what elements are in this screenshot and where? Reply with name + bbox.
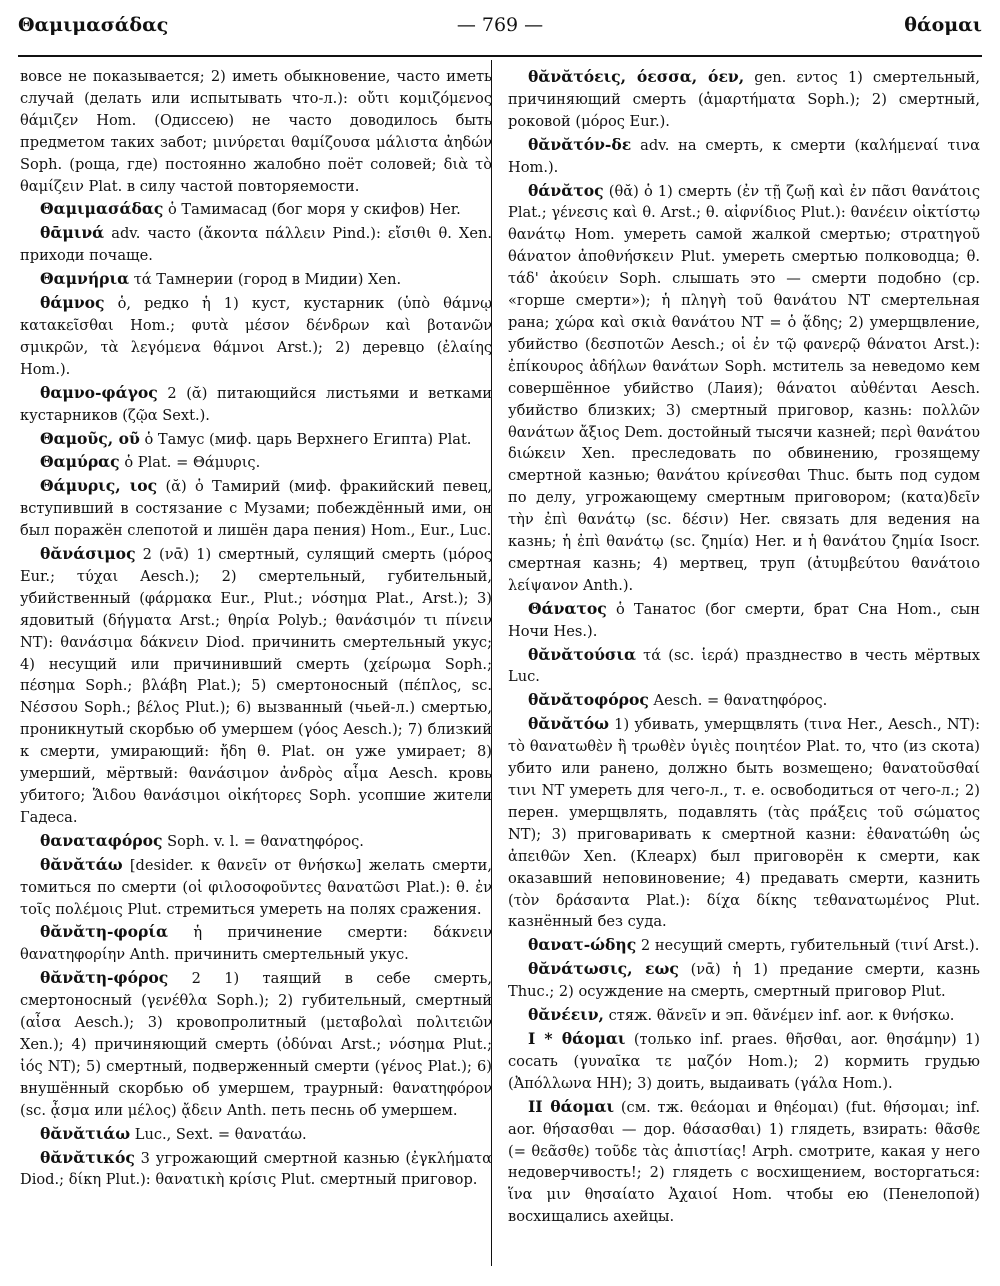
entry-definition: стяж. θᾰνεῖν и эп. θᾰνέμεν inf. aor. к θνήσκω. [608, 1007, 955, 1025]
dictionary-entry [20, 451, 492, 474]
entry-definition: Soph. v. l. = θανατηφόρος. [167, 832, 364, 850]
entry-definition: τά (sc. ἱερά) празднество в честь мёртвых Luc. [508, 646, 980, 686]
entry-definition: (только inf. praes. θῆσθαι, aor. θησάμην) 1) сосать (γυναῖκα τε μαζόν Hom.); 2) кормить грудью (Ἀπόλλωνα HH); 3) доить, выдаивать (γάλα Hom.). [508, 1030, 980, 1092]
dictionary-entry [20, 292, 492, 381]
entry-headword: θᾰνᾰτοφόρος [528, 690, 649, 710]
entry-definition: 3 угрожающий смертной казнью (ἐγκλήματα Diod.; δίκη Plut.): θανατικὴ κρίσις Plut. смертный приговор. [20, 1149, 492, 1189]
dictionary-entry [508, 934, 980, 957]
dictionary-entry [508, 644, 980, 689]
dictionary-entry [20, 428, 492, 451]
entry-headword: θᾰνᾰτόν-δε [528, 134, 632, 154]
dictionary-entry [508, 180, 980, 597]
entry-headword: θᾰνᾰτόω [528, 714, 609, 734]
entry-definition: ὁ Plat. = Θάμυρις. [124, 454, 261, 472]
entry-headword: θᾰνᾰτόεις, όεσσα, όεν, [528, 67, 745, 86]
entry-definition: ὁ, редко ἡ 1) куст, кустарник (ὑπὸ θάμνῳ κατακεῖσθαι Hom.; φυτὰ μέσον δένδρων καὶ βοτανῶν σμικρῶν, τὰ λεγόμενα θάμνοι Arst.); 2) деревцо (ἐλαίης Hom.). [20, 295, 493, 378]
entry-definition: 1) убивать, умерщвлять (τινα Her., Aesch., NT): τὸ θανατωθὲν ἢ τρωθὲν ὑγιὲς ποιητέον Plat. то, что (из скота) убито или ранено, должно быть возмещено; θανατοῦσθαί τινι NT умереть для чего-л., т. е. освободиться от чего-л.; 2) перен. умерщвлять, подавлять (τὰς πράξεις τοῦ σώματος NT); 3) приговаривать к смертной казни: ἐθανατώθη ὡς ἀπειθῶν Xen. (Клеарх) был приговорён к смерти, как оказавший неповиновение; 4) предавать смерти, казнить (τὸν δράσαντα Plat.): δίχα δίκης τεθανατωμένος Plut. казнённый без суда. [508, 716, 981, 931]
dictionary-entry [508, 66, 980, 133]
dictionary-entry [20, 222, 492, 267]
entry-definition: ὁ Тамимасад (бог моря у скифов) Her. [168, 201, 461, 219]
entry-headword: θανατ-ώδης [528, 935, 637, 955]
entry-headword: Θαμοῦς, οῦ [40, 428, 140, 448]
dictionary-entry [508, 958, 980, 1003]
entry-definition: вовсе не показывается; 2) иметь обыкновение, часто иметь случай (делать или испытывать что-л.): οὔτι κομιζόμενος θάμιζεν Hom. (Одиссею) не часто доводилось быть предметом таких забот; μινύρεται θαμίζουσα μάλιστα ἀηδών Soph. (роща, где) постоянно жалобно поёт соловей; διὰ τὸ θαμίζειν Plat. в силу частой повторяемости. [20, 68, 492, 195]
entry-headword: θάνᾰτος [528, 180, 604, 200]
running-head-last-word: θάομαι [904, 14, 982, 36]
entry-definition: Aesch. = θανατηφόρος. [653, 692, 828, 710]
dictionary-entry [20, 198, 492, 221]
dictionary-entry [20, 967, 492, 1121]
entry-definition: (см. тж. θεάομαι и θηέομαι) (fut. θήσομαι; inf. aor. θήσασθαι — дор. θάσασθαι) 1) глядеть, взирать: θᾶσθε (= θεᾶσθε) τοῦδε τὰς ἀπιστίας! Arph. смотрите, какая у него недоверчивость!; 2) глядеть с восхищением, восторгаться: ἵνα μιν θησαίατο Ἀχαιοί Hom. чтобы ею (Пенелопой) восхищались ахейцы. [508, 1098, 981, 1226]
entry-definition: 2 (ᾰ) питающийся листьями и ветками кустарников (ζῷα Sext.). [20, 384, 493, 424]
column-divider [491, 60, 492, 1266]
running-head-first-word: Θαμιμασάδας [18, 14, 169, 36]
entry-definition: 2 (νᾱ) 1) смертный, сулящий смерть (μόρος Eur.; τύχαι Aesch.); 2) смертельный, губительный, убийственный (φάρμακα Eur., Plut.; νόσημα Plat., Arst.); 3) ядовитый (δήγματα Arst.; θηρία Polyb.; θανάσιμόν τι πίνειν NT): θανάσιμα δάκνειν Diod. причинить смертельный укус; 4) несущий или причинивший смерть (χείρωμα Soph.; πέσημα Soph.; βλάβη Plat.); 5) смертоносный (πέπλος, sc. Νέσσου Soph.; βέλος Plut.); 6) вызванный (чьей-л.) смертью, проникнутый скорбью об умершем (γόος Aesch.); 7) близкий к смерти, умирающий: ἤδη θ. Plat. он уже умирает; 8) умерший, мёртвый: θανάσιμον ἀνδρὸς αἷμα Aesch. кровь убитого; Ἅιδου θανάσιμοι οἰκήτορες Soph. усопшие жители Гадеса. [20, 546, 493, 826]
dictionary-entry [508, 713, 980, 933]
entry-headword: θᾰνᾰτιάω [40, 1123, 131, 1143]
entry-headword: θᾱμινά [40, 223, 105, 243]
entry-headword: θάμνος [40, 293, 105, 313]
entry-headword: Θάμυρις, ιος [40, 476, 158, 496]
dictionary-entry [508, 689, 980, 712]
entry-definition: adv. часто (ἄκοντα πάλλειν Pind.): εἴσιθι θ. Xen. приходи почаще. [20, 225, 492, 265]
dictionary-entry [20, 475, 492, 542]
entry-headword: I * θάομαι [528, 1028, 626, 1048]
entry-definition: ὁ Танатос (бог смерти, брат Сна Hom., сын Ночи Hes.). [508, 600, 981, 640]
entry-definition: adv. на смерть, к смерти (καλήμεναί τινα Hom.). [508, 136, 980, 176]
dictionary-entry [20, 543, 492, 829]
left-column [20, 66, 492, 1192]
header-rule [18, 55, 982, 57]
right-column [508, 66, 980, 1229]
dictionary-entry [20, 830, 492, 853]
entry-headword: θᾰνᾰτούσια [528, 644, 636, 664]
entry-definition: ὁ Тамус (миф. царь Верхнего Египта) Plat. [144, 430, 472, 448]
entry-headword: Θαμνήρια [40, 269, 130, 289]
entry-definition: gen. εντος 1) смертельный, причиняющий смерть (ἁμαρτήματα Soph.); 2) смертный, роковой (μόρος Eur.). [508, 69, 981, 130]
entry-headword: θᾰνάτωσις, εως [528, 959, 679, 979]
dictionary-entry [508, 598, 980, 643]
entry-headword: Θαμύρας [40, 452, 120, 472]
entry-definition: 2 1) таящий в себе смерть, смертоносный (γενέθλα Soph.); 2) губительный, смертный (αἶσα Aesch.); 3) кровопролитный (μεταβολαὶ πολιτειῶν Xen.); 4) причиняющий смерть (ὀδύναι Arst.; νόσημα Plut.; ἰός NT); 5) смертный, подверженный смерти (γένος Plat.); 6) внушённый скорбью об умершем, траурный: θανατηφόρον (sc. ᾆσμα или μέλος) ᾄδειν Anth. петь песнь об умершем. [20, 970, 493, 1119]
entry-headword: θᾰνάσιμος [40, 544, 136, 564]
dictionary-entry [508, 134, 980, 179]
entry-headword: θᾰνᾰτάω [40, 854, 123, 874]
entry-definition: (νᾱ) ἡ 1) предание смерти, казнь Thuc.; 2) осуждение на смерть, смертный приговор Plut. [508, 961, 980, 1001]
entry-headword: θαναταφόρος [40, 830, 163, 850]
entry-headword: θᾰνέειν, [528, 1005, 604, 1025]
entry-definition: ἡ причинение смерти: δάκνειν θανατηφορίην Anth. причинить смертельный укус. [20, 924, 493, 964]
entry-definition: τά Тамнерии (город в Мидии) Xen. [133, 271, 402, 289]
entry-definition: (ᾰ) ὁ Тамирий (миф. фракийский певец, вступивший в состязание с Музами; побеждённый ими, он был поражён слепотой и лишён дара пения) Hom., Eur., Luc. [20, 478, 493, 540]
entry-definition: 2 несущий смерть, губительный (τινί Arst.). [640, 937, 980, 955]
dictionary-entry [20, 854, 492, 921]
entry-definition: (θᾰ) ὁ 1) смерть (ἐν τῇ ζωῇ καὶ ἐν πᾶσι θανάτοις Plat.; γένεσις καὶ θ. Arst.; θ. αἰφνίδιος Plut.): θανέειν οἰκτίστῳ θανάτῳ Hom. умереть самой жалкой смертью; στρατηγοῦ θάνατον ἀποθνήσκειν Plut. умереть смертью полководца; θ. τάδ' ἀκούειν Soph. слышать это — смерти подобно (ср. «горше смерти»); ἡ πληγὴ τοῦ θανάτου NT смертельная рана; χώρα καὶ σκιὰ θανάτου NT = ὁ ᾅδης; 2) умерщвление, убийство (δεσποτῶν Aesch.; οἱ ἐν τῷ φανερῷ θάνατοι Arst.): ἐπίκουρος ἀδήλων θανάτων Soph. мститель за неведомо кем совершённое убийство (Лаия); θάνατοι αὐθένται Aesch. убийство близких; 3) смертный приговор, казнь: πολλῶν θανάτων ἄξιος Dem. достойный тысячи казней; περὶ θανάτου διώκειν Xen. преследовать по обвинению, грозящему смертной казнью; θανάτου κρίνεσθαι Thuc. быть под судом по делу, угрожающему смертным приговором; (κατα)δεῖν τὴν ἐπὶ θανάτῳ (sc. δέσιν) Her. связать для ведения на казнь; ἡ ἐπὶ θανάτῳ (sc. ζημία) Her. и ἡ θανάτου ζημία Isocr. смертная казнь; 4) мертвец, труп (ἀτυμβεύτου θανάτοιο λείψανον Anth.). [508, 182, 980, 594]
entry-headword: II θάομαι [528, 1096, 614, 1116]
dictionary-entry [20, 66, 492, 197]
dictionary-entry [508, 1028, 980, 1095]
entry-headword: θᾰνᾰτη-φόρος [40, 968, 169, 988]
entry-headword: θᾰνᾰτικός [40, 1147, 135, 1167]
page-number: — 769 — [456, 14, 544, 36]
entry-headword: θαμνο-φάγος [40, 382, 158, 402]
dictionary-entry [20, 268, 492, 291]
dictionary-entry [20, 382, 492, 427]
dictionary-entry [20, 1147, 492, 1192]
entry-definition: Luc., Sext. = θανατάω. [134, 1125, 307, 1143]
entry-headword: θᾰνᾰτη-φορία [40, 922, 168, 942]
entry-headword: Θαμιμασάδας [40, 199, 164, 219]
dictionary-entry [20, 921, 492, 966]
dictionary-entry [508, 1096, 980, 1228]
page-header [18, 14, 982, 44]
entry-definition: [desider. к θανεῖν от θνήσκω] желать смерти, томиться по смерти (οἱ φιλοσοφοῦντες θανατῶσι Plat.): θ. ἐν τοῖς πολέμοις Plut. стремиться умереть на полях сражения. [20, 856, 493, 918]
entry-headword: Θάνατος [528, 598, 607, 618]
dictionary-entry [508, 1004, 980, 1027]
dictionary-entry [20, 1123, 492, 1146]
